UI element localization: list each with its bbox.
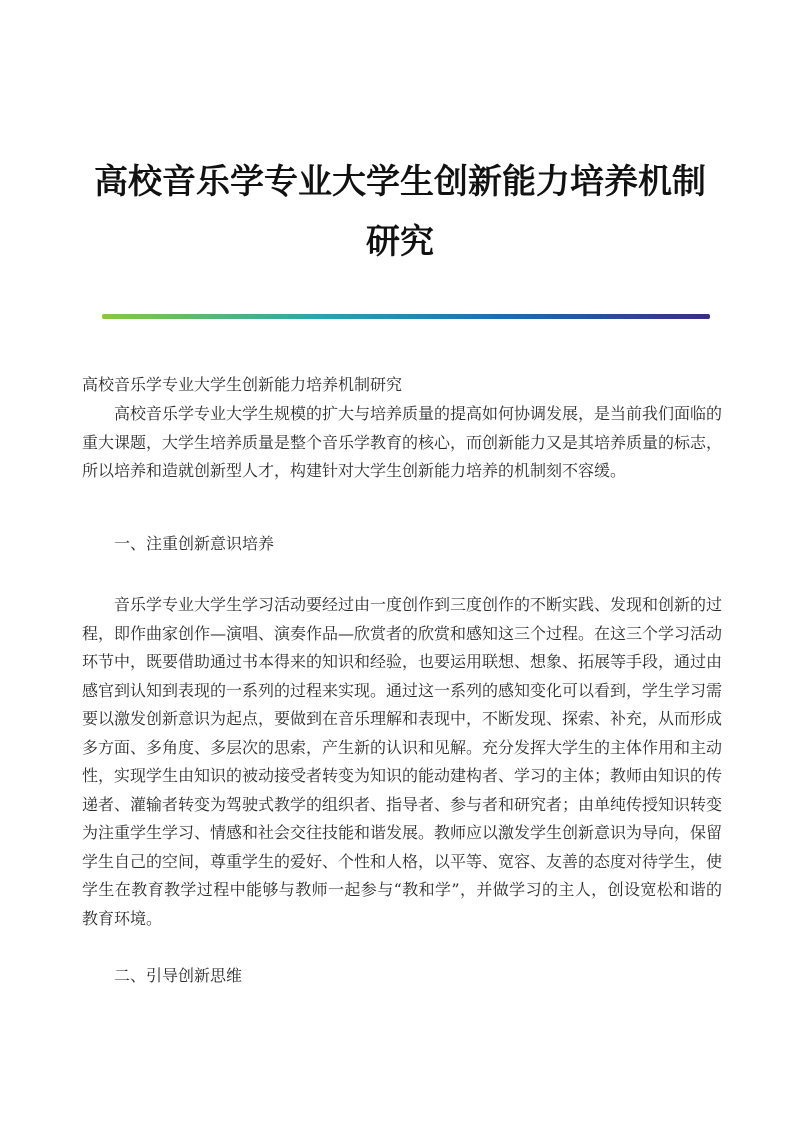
intro-paragraph: 高校音乐学专业大学生规模的扩大与培养质量的提高如何协调发展，是当前我们面临的重大课题，大学生培养质量是整个音乐学教育的核心，而创新能力又是其培养质量的标志，所以培养和造就创新型人才，构建针对大学生创新能力培养的机制刻不容缓。	[82, 404, 723, 480]
section-paragraph-1: 音乐学专业大学生学习活动要经过由一度创作到三度创作的不断实践、发现和创新的过程，即作曲家创作—演唱、演奏作品—欣赏者的欣赏和感知这三个过程。在这三个学习活动环节中，既要借助通过书本得来的知识和经验，也要运用联想、想象、拓展等手段，通过由感官到认知到表现的一系列的过程来实现。通过这一系列的感知变化可以看到，学生学习需要以激发创新意识为起点，要做到在音乐理解和表现中，不断发现、探索、补充，从而形成多方面、多角度、多层次的思索，产生新的认识和见解。充分发挥大学生的主体作用和主动性，实现学生由知识的被动接受者转变为知识的能动建构者、学习的主体；教师由知识的传递者、灌输者转变为驾驶式教学的组织者、指导者、参与者和研究者；由单纯传授知识转变为注重学生学习、情感和社会交往技能和谐发展。教师应以激发学生创新意识为导向，保留学生自己的空间，尊重学生的爱好、个性和人格，以平等、宽容、友善的态度对待学生，使学生在教育教学过程中能够与教师一起参与“教和学”，并做学习的主人，创设宽松和谐的教育环境。	[82, 595, 723, 928]
document-subtitle: 高校音乐学专业大学生创新能力培养机制研究	[82, 375, 403, 394]
document-title: 高校音乐学专业大学生创新能力培养机制研究	[94, 162, 706, 262]
title-divider	[102, 314, 710, 319]
section-heading-1: 一、注重创新意识培养	[114, 534, 275, 553]
section-heading-2: 二、引导创新思维	[114, 966, 243, 985]
